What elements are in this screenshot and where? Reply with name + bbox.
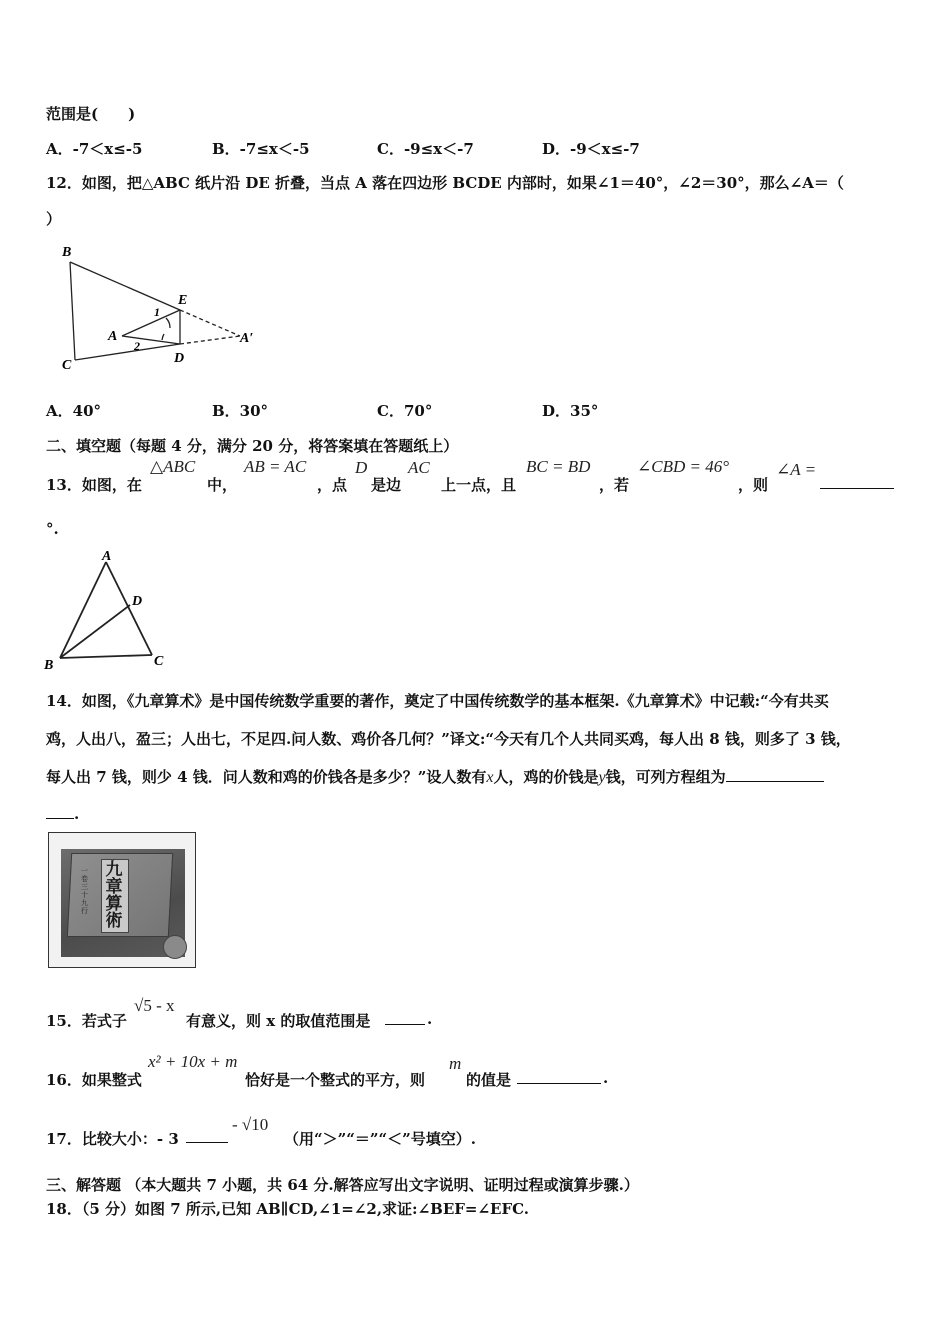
q17-text-2: （用“＞”“＝”“＜”号填空）. <box>284 1130 476 1148</box>
q13-text-5: 上一点，且 <box>441 476 517 494</box>
q13-triangle-figure <box>40 548 180 673</box>
q17-answer-blank <box>186 1128 228 1143</box>
q13-label-c: C <box>154 654 164 669</box>
q13-math-bc-bd: BC = BD <box>526 457 591 476</box>
q11-option-c: C．-9≤x＜-7 <box>377 140 474 158</box>
q12-label-angle2: 2 <box>134 339 140 353</box>
book-title: 九章算術 <box>105 860 123 931</box>
q15-text-1: 15．若式子 <box>46 1012 127 1030</box>
q13-math-d: D <box>355 458 368 477</box>
q15-text-2: 有意义，则 x 的取值范围是 <box>186 1012 371 1030</box>
q14-var-y: y <box>598 769 606 786</box>
q14-line3-part-c: 钱，可列方程组为 <box>605 768 726 786</box>
q12-option-d: D．35° <box>542 402 599 420</box>
q13-math-ac: AC <box>408 458 430 477</box>
q12-label-c: C <box>62 358 72 373</box>
q11-tail: 范围是( ) <box>46 105 136 123</box>
q13-math-ab-ac: AB = AC <box>244 457 307 476</box>
q14-line3-part-b: 人，鸡的价钱是 <box>493 768 599 786</box>
q12-line2: ） <box>46 210 62 228</box>
q13-text-1: 13．如图，在 <box>46 476 142 494</box>
q14-line4-period: . <box>74 805 80 823</box>
q12-label-d: D <box>174 351 185 366</box>
q14-answer-blank <box>726 767 824 782</box>
q17-text-1: 17．比较大小：- 3 <box>46 1130 179 1148</box>
q13-text-7: ，则 <box>738 476 769 494</box>
q12-label-b: B <box>62 245 72 260</box>
q12-label-e: E <box>178 293 188 308</box>
q13-label-a: A <box>102 549 112 564</box>
q13-text-4: 是边 <box>371 476 402 494</box>
q14-line1: 14．如图，《九章算术》是中国传统数学重要的著作，奠定了中国传统数学的基本框架.《九章算术》中记载:“今有共买 <box>46 692 829 710</box>
q12-fold-figure <box>50 238 280 378</box>
q13-math-cbd: ∠CBD = 46° <box>637 457 730 476</box>
q12-option-a: A．40° <box>46 402 102 420</box>
q14-var-x: x <box>486 769 494 786</box>
q16-end: . <box>603 1069 609 1087</box>
q13-answer-blank <box>820 474 894 489</box>
q14-answer-blank-cont <box>46 804 74 819</box>
q12-label-a-prime: A′ <box>240 331 254 346</box>
q16-text-3: 的值是 <box>466 1071 512 1089</box>
q14-line3-part-a: 每人出 7 钱，则少 4 钱．问人数和鸡的价钱各是多少？”设人数有 <box>46 768 487 786</box>
q14-line4 <box>46 804 79 823</box>
q14-line3 <box>46 766 824 787</box>
q15-end: . <box>427 1010 433 1028</box>
q13-text-2: 中， <box>207 476 238 494</box>
q11-option-a: A．-7＜x≤-5 <box>46 140 143 158</box>
q13-text-3: ，点 <box>317 476 348 494</box>
book-side-text: 一卷 三十 九 行 <box>81 867 88 915</box>
q11-option-d: D．-9＜x≤-7 <box>542 140 640 158</box>
q13-text-6: ，若 <box>599 476 630 494</box>
q14-book-photo <box>48 832 196 968</box>
q16-text-1: 16．如果整式 <box>46 1071 142 1089</box>
section2-heading: 二、填空题（每题 4 分，满分 20 分，将答案填在答题纸上） <box>46 437 459 455</box>
q18-text: 18．（5 分）如图 7 所示,已知 AB∥CD,∠1=∠2,求证:∠BEF=∠EFC. <box>46 1200 530 1218</box>
q16-math-m: m <box>449 1054 462 1073</box>
q12-line1: 12．如图，把△ABC 纸片沿 DE 折叠，当点 A 落在四边形 BCDE 内部时，如果∠1＝40°，∠2＝30°，那么∠A＝（ <box>46 174 844 192</box>
book-roll <box>163 935 187 959</box>
q12-option-b: B．30° <box>212 402 269 420</box>
q13-math-triangle: △ABC <box>150 457 196 476</box>
section3-heading: 三、解答题 （本大题共 7 小题，共 64 分.解答应写出文字说明、证明过程或演算步骤.） <box>46 1176 639 1194</box>
q15-answer-blank <box>385 1010 425 1025</box>
q17-math-neg-sqrt10: - √10 <box>232 1115 269 1134</box>
q12-label-angle1: 1 <box>154 305 160 319</box>
q13-end: °. <box>46 520 59 538</box>
q12-option-c: C．70° <box>377 402 433 420</box>
q14-line2: 鸡，人出八，盈三；人出七，不足四.问人数、鸡价各几何？”译文:“今天有几个人共同买鸡，每人出 8 钱，则多了 3 钱， <box>46 730 851 748</box>
q12-label-a: A <box>108 329 118 344</box>
q16-text-2: 恰好是一个整式的平方，则 <box>245 1071 426 1089</box>
q13-math-angle-a: ∠A = <box>776 460 817 479</box>
q13-label-b: B <box>44 658 54 673</box>
q15-math-sqrt: √5 - x <box>134 996 175 1015</box>
q16-math-expression: x² + 10x + m <box>148 1052 238 1071</box>
q11-option-b: B．-7≤x＜-5 <box>212 140 310 158</box>
q16-answer-blank <box>517 1069 601 1084</box>
q13-label-d: D <box>132 594 143 609</box>
